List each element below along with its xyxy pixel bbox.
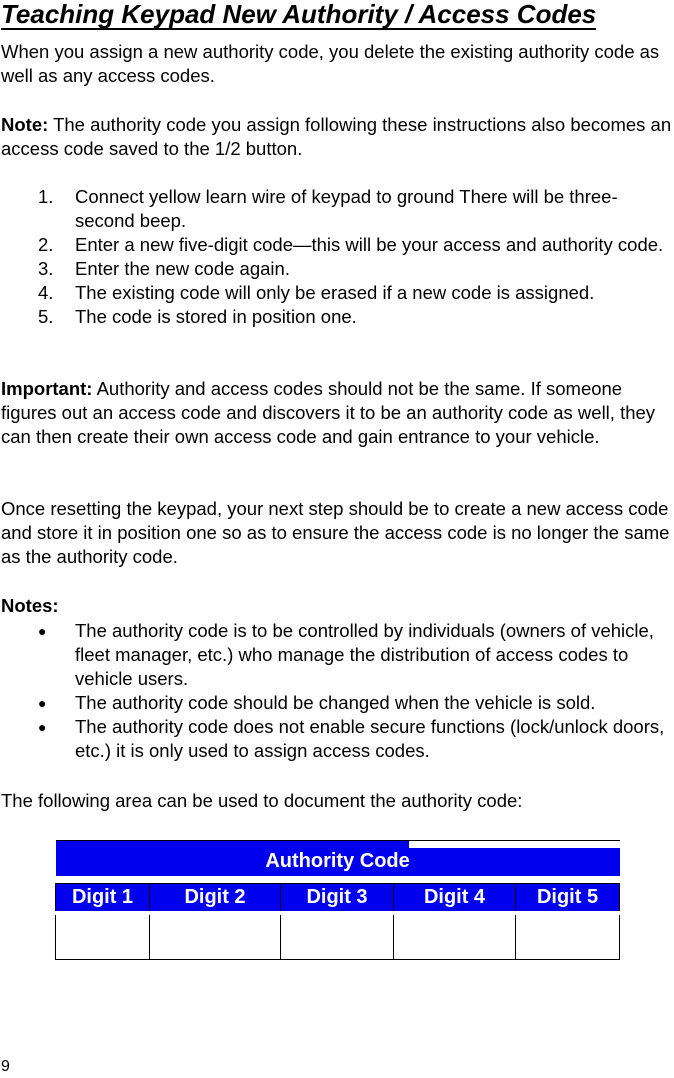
step-item: 3. Enter the new code again. <box>38 258 290 279</box>
digit-cell[interactable] <box>281 913 394 960</box>
column-header: Digit 5 <box>516 881 620 913</box>
notes-list <box>0 619 674 763</box>
table-header-row <box>56 881 620 913</box>
reset-paragraph: Once resetting the keypad, your next step should be to create a new access code and store it in position one so as to ensure the access code is no longer the same as the authority code. <box>1 498 670 567</box>
important-paragraph <box>1 377 673 449</box>
step-item: 4. The existing code will only be erased if a new code is assigned. <box>38 282 595 303</box>
bullet-icon: ● <box>38 623 47 639</box>
bullet-icon: ● <box>38 719 47 735</box>
column-header: Digit 4 <box>394 881 516 913</box>
column-header: Digit 1 <box>56 881 150 913</box>
table-data-row <box>56 913 620 960</box>
table-title-row <box>56 841 620 882</box>
digit-cell[interactable] <box>56 913 150 960</box>
page-title: Teaching Keypad New Authority / Access Codes <box>1 0 597 29</box>
page-number: 9 <box>1 1058 10 1075</box>
digit-cell[interactable] <box>516 913 620 960</box>
note-item: ● The authority code is to be controlled by individuals (owners of vehicle, fleet manager, etc.) who manage the distribution of access codes to vehicle users. <box>38 620 654 689</box>
important-label: Important: <box>1 378 93 399</box>
important-text: Authority and access codes should not be the same. If someone figures out an access code and discovers it to be an authority code as well, they can then create their own access code and gain entrance to your vehicle. <box>1 378 656 447</box>
digit-cell[interactable] <box>150 913 281 960</box>
note-label: Note: <box>1 114 49 135</box>
note-item: ● The authority code does not enable secure functions (lock/unlock doors, etc.) it is only used to assign access codes. <box>38 716 665 761</box>
digit-cell[interactable] <box>394 913 516 960</box>
intro-paragraph: When you assign a new authority code, you delete the existing authority code as well as any access codes. <box>1 41 660 86</box>
steps-list <box>0 185 674 329</box>
note-text: The authority code you assign following these instructions also becomes an access code saved to the 1/2 button. <box>1 114 672 159</box>
step-item: 2. Enter a new five-digit code—this will be your access and authority code. <box>38 234 664 255</box>
note-item: ● The authority code should be changed when the vehicle is sold. <box>38 692 596 713</box>
table-title: Authority Code <box>56 841 620 882</box>
column-header: Digit 3 <box>281 881 394 913</box>
step-item: 1. Connect yellow learn wire of keypad to ground There will be three-second beep. <box>38 186 618 231</box>
note-paragraph <box>1 113 673 161</box>
table-intro: The following area can be used to document the authority code: <box>1 790 523 811</box>
step-item: 5. The code is stored in position one. <box>38 306 357 327</box>
notes-label: Notes: <box>1 595 59 616</box>
column-header: Digit 2 <box>150 881 281 913</box>
bullet-icon: ● <box>38 695 47 711</box>
authority-code-table <box>55 840 620 960</box>
